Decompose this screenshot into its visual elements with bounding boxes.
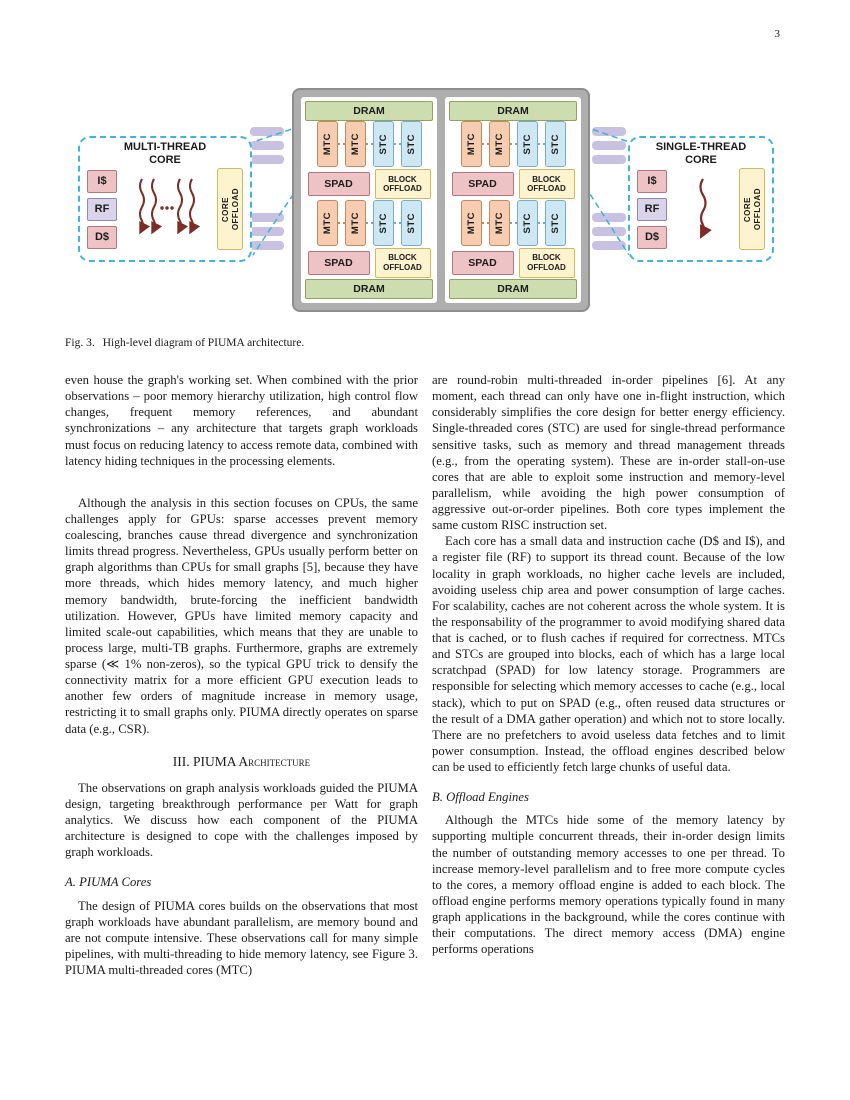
- single-thread-core-title: SINGLE-THREAD CORE: [655, 141, 747, 166]
- multi-thread-arrows-icon: [134, 175, 200, 243]
- figure-3: [0, 85, 850, 330]
- figure-caption-text: High-level diagram of PIUMA architecture.: [102, 337, 305, 349]
- core-row: [305, 200, 433, 246]
- dotted-link: [338, 222, 345, 224]
- block-offload-block: [519, 169, 575, 199]
- multi-thread-core-title: MULTI-THREAD CORE: [123, 141, 207, 166]
- mtc-core-block: MTC: [489, 200, 510, 246]
- core-offload-label: CORE: [742, 196, 752, 222]
- block-offload-label: OFFLOAD: [383, 262, 422, 272]
- compute-tile-2: [445, 97, 581, 303]
- stc-core-block: STC: [373, 200, 394, 246]
- body-text: [65, 372, 785, 978]
- mtc-core-block: MTC: [345, 121, 366, 167]
- core-offload-label: OFFLOAD: [752, 188, 762, 231]
- spad-row: [305, 168, 433, 200]
- piuma-die: [292, 88, 590, 312]
- block-offload-block: [375, 248, 431, 278]
- core-row: [449, 121, 577, 167]
- dotted-link: [366, 143, 373, 145]
- mtc-core-block: MTC: [317, 200, 338, 246]
- block-offload-label: BLOCK: [532, 253, 561, 263]
- mtc-core-block: MTC: [461, 121, 482, 167]
- single-thread-core-callout: [628, 136, 774, 262]
- single-thread-core-body: [637, 168, 765, 250]
- dotted-link: [538, 222, 545, 224]
- block-offload-label: BLOCK: [388, 253, 417, 263]
- dcache-block: D$: [87, 226, 117, 249]
- dotted-link: [394, 222, 401, 224]
- spad-block: SPAD: [452, 251, 514, 275]
- dotted-link: [366, 222, 373, 224]
- figure-caption: [65, 337, 304, 349]
- dotted-link: [510, 222, 517, 224]
- mtc-core-block: MTC: [317, 121, 338, 167]
- dram-block: DRAM: [305, 101, 433, 121]
- paragraph: even house the graph's working set. When combined with the prior observations – poor memory hierarchy utilization, high control flow changes, frequent memory references, and abundant synchronizations – any architecture that targets graph workloads must focus on reducing latency to access remote data, combined with latency hiding techniques in the processing elements.: [65, 373, 418, 468]
- icache-block: I$: [637, 170, 667, 193]
- paragraph: The observations on graph analysis workloads guided the PIUMA design, targeting breakthrough performance per Watt for graph analytics. We discuss how each component of the PIUMA architecture is designed to cope with the challenges imposed by graph workloads.: [65, 780, 418, 860]
- spad-row: [449, 247, 577, 279]
- section-heading: III. PIUMA Architecture: [172, 753, 311, 769]
- core-offload-label: CORE: [220, 196, 230, 222]
- mtc-core-block: MTC: [461, 200, 482, 246]
- dotted-link: [538, 143, 545, 145]
- core-row: [449, 200, 577, 246]
- subsection-heading-b: B. Offload Engines: [432, 790, 529, 805]
- left-column: [65, 372, 418, 978]
- dotted-link: [338, 143, 345, 145]
- stc-core-block: STC: [373, 121, 394, 167]
- dotted-link: [510, 143, 517, 145]
- core-offload-block: [739, 168, 765, 250]
- block-offload-label: BLOCK: [532, 174, 561, 184]
- stc-core-block: STC: [545, 200, 566, 246]
- paragraph: Although the MTCs hide some of the memory latency by supporting multiple concurrent threads, their in-order design limits the number of outstanding memory accesses to one per thread. To increase memory-level parallelism and to free more compute cycles to the cores, a memory offload engine is added to each block. The offload engine performs memory operations typically found in many graph applications in the background, while the cores continue with their computations. The direct memory access (DMA) engine performs operations: [432, 813, 785, 957]
- dram-block: DRAM: [305, 279, 433, 299]
- stc-core-block: STC: [401, 200, 422, 246]
- mtc-core-block: MTC: [345, 200, 366, 246]
- spad-block: SPAD: [308, 172, 370, 196]
- paragraph: The design of PIUMA cores builds on the observations that most graph workloads have abundant parallelism, are memory bound and are not compute intensive. These observations call for many simple pipelines, with multi-threading to hide memory latency, see Figure 3. PIUMA multi-threaded cores (MTC): [65, 898, 418, 978]
- stc-core-block: STC: [517, 200, 538, 246]
- block-offload-block: [519, 248, 575, 278]
- dram-block: DRAM: [449, 101, 577, 121]
- mtc-core-block: MTC: [489, 121, 510, 167]
- block-offload-label: OFFLOAD: [383, 183, 422, 193]
- core-row: [305, 121, 433, 167]
- dotted-link: [482, 222, 489, 224]
- spad-block: SPAD: [308, 251, 370, 275]
- compute-tile-1: [301, 97, 437, 303]
- spad-block: SPAD: [452, 172, 514, 196]
- spad-row: [449, 168, 577, 200]
- spad-row: [305, 247, 433, 279]
- block-offload-label: OFFLOAD: [527, 183, 566, 193]
- register-file-block: RF: [87, 198, 117, 221]
- core-offload-block: [217, 168, 243, 250]
- cache-column: [637, 170, 667, 249]
- multi-thread-core-callout: [78, 136, 252, 262]
- icache-block: I$: [87, 170, 117, 193]
- paragraph: Each core has a small data and instruction cache (D$ and I$), and a register file (RF) to support its thread count. Because of the low locality in graph workloads, no higher cache levels are included, avoiding useless chip area and power consumption of large caches. For scalability, caches are not coherent across the whole system. It is the responsability of the programmer to avoid modifying shared data that is cached, or to flush caches if required for correctness. MTCs and STCs are grouped into blocks, each of which has a large local scratchpad (SPAD) for low latency storage. Programmers are responsible for selecting which memory accesses to cache (e.g., local stack), which to put on SPAD (e.g., often reused data structures or the result of a DMA gather operation) and which not to store locally. There are no prefetchers to avoid useless data fetches and to limit power consumption. Instead, the offload engines described below can be used to efficiently fetch large chunks of useful data.: [432, 534, 785, 774]
- block-offload-label: OFFLOAD: [527, 262, 566, 272]
- multi-thread-core-body: [87, 168, 243, 250]
- block-offload-block: [375, 169, 431, 199]
- paragraph: Although the analysis in this section focuses on CPUs, the same challenges apply for GPUs: sparse accesses prevent memory coalescing, branches cause thread divergence and synchronization limits thread progress. Nevertheless, GPUs usually perform better on graph algorithms than CPUs for small graphs [5], because they have more threads, which hides memory latency, and much higher memory bandwidth, brute-forcing the inefficient bandwidth utilization. However, GPUs have limited memory capacity and limited scale-out capabilities, which means that they are unable to process large, multi-TB graphs. Furthermore, graphs are extremely sparse (≪ 1% non-zeros), so the typical GPU trick to densify the connectivity matrix for a more efficient GPU execution leads to another few orders of magnitude increase in memory usage, restricting it to small graphs only. PIUMA directly operates on sparse data (e.g., CSR).: [65, 495, 418, 736]
- cache-column: [87, 170, 117, 249]
- stc-core-block: STC: [401, 121, 422, 167]
- single-thread-arrow-icon: [681, 175, 725, 243]
- subsection-heading-a: A. PIUMA Cores: [65, 875, 152, 890]
- register-file-block: RF: [637, 198, 667, 221]
- dotted-link: [482, 143, 489, 145]
- dotted-link: [394, 143, 401, 145]
- paragraph: are round-robin multi-threaded in-order pipelines [6]. At any moment, each thread can only have one in-flight instruction, which considerably simplifies the core design for better energy efficiency. Single-threaded cores (STC) are used for single-thread performance sensitive tasks, such as memory and thread management threads (e.g., from the operating system). These are in-order stall-on-use cores that are able to exploit some instruction and memory-level parallelism, while avoiding the high power consumption of aggressive out-or-order pipelines. Both core types implement the same custom RISC instruction set.: [432, 373, 785, 533]
- core-offload-label: OFFLOAD: [230, 188, 240, 231]
- stc-core-block: STC: [517, 121, 538, 167]
- dcache-block: D$: [637, 226, 667, 249]
- figure-caption-label: Fig. 3.: [65, 337, 95, 349]
- block-offload-label: BLOCK: [388, 174, 417, 184]
- right-column: [432, 372, 785, 978]
- dram-block: DRAM: [449, 279, 577, 299]
- page-number: 3: [774, 28, 780, 40]
- stc-core-block: STC: [545, 121, 566, 167]
